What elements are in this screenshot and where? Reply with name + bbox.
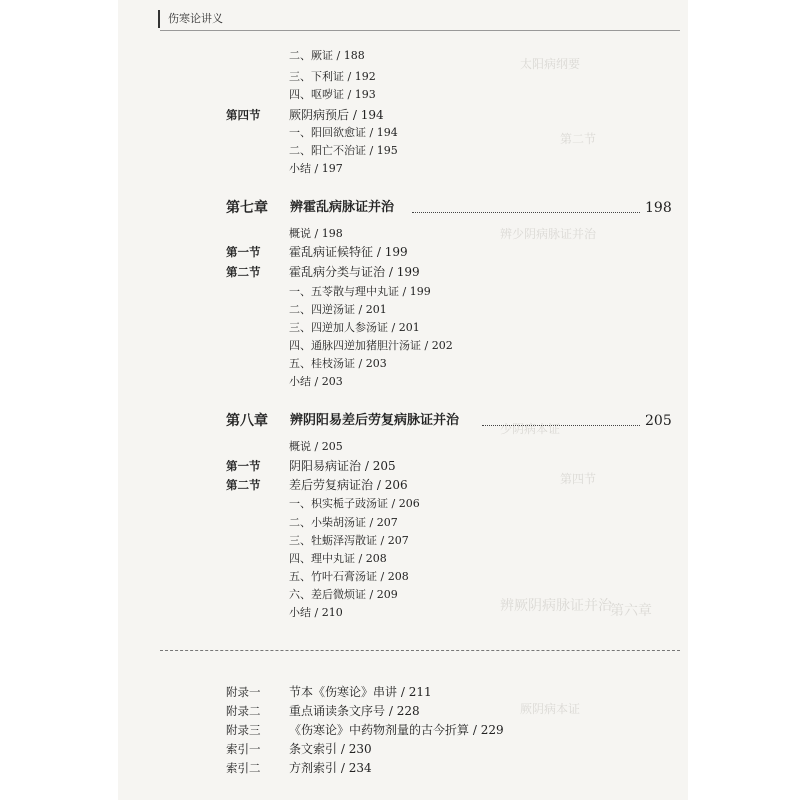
section-label: 第四节 xyxy=(226,108,261,122)
toc-entry: 一、枳实栀子豉汤证 / 206 xyxy=(289,497,420,510)
appendix-title: 《伤寒论》中药物剂量的古今折算 / 229 xyxy=(289,723,504,737)
toc-entry: 五、桂枝汤证 / 203 xyxy=(289,357,387,370)
toc-entry: 概说 / 198 xyxy=(289,227,343,240)
section-title: 差后劳复病证治 / 206 xyxy=(289,478,408,492)
toc-entry: 四、理中丸证 / 208 xyxy=(289,552,387,565)
toc-entry: 二、小柴胡汤证 / 207 xyxy=(289,516,398,529)
dot-leader xyxy=(482,425,640,426)
section-title: 阴阳易病证治 / 205 xyxy=(289,459,396,473)
dot-leader xyxy=(412,212,640,213)
toc-entry: 六、差后微烦证 / 209 xyxy=(289,588,398,601)
header-rule xyxy=(160,30,680,31)
chapter-label: 第七章 xyxy=(226,200,268,216)
toc-entry: 二、厥证 / 188 xyxy=(289,49,365,62)
section-label: 第二节 xyxy=(226,478,261,492)
section-title: 霍乱病证候特征 / 199 xyxy=(289,245,408,259)
toc-entry: 一、阳回欲愈证 / 194 xyxy=(289,126,398,139)
chapter-title: 辨霍乱病脉证并治 xyxy=(290,200,395,215)
section-label: 第一节 xyxy=(226,245,261,259)
toc-entry: 二、阳亡不治证 / 195 xyxy=(289,144,398,157)
toc-entry: 二、四逆汤证 / 201 xyxy=(289,303,387,316)
toc-entry: 小结 / 203 xyxy=(289,375,343,388)
toc-entry: 五、竹叶石膏汤证 / 208 xyxy=(289,570,409,583)
section-label: 第一节 xyxy=(226,459,261,473)
section-title: 厥阴病预后 / 194 xyxy=(289,108,384,122)
toc-entry: 三、牡蛎泽泻散证 / 207 xyxy=(289,534,409,547)
toc-entry: 三、下利证 / 192 xyxy=(289,70,376,83)
chapter-page: 198 xyxy=(645,200,672,216)
section-label: 第二节 xyxy=(226,265,261,279)
chapter-label: 第八章 xyxy=(226,413,268,429)
toc-entry: 概说 / 205 xyxy=(289,440,343,453)
running-head: 伤寒论讲义 xyxy=(158,10,223,28)
toc-entry: 四、通脉四逆加猪胆汁汤证 / 202 xyxy=(289,339,453,352)
dashed-separator xyxy=(160,650,680,651)
section-title: 霍乱病分类与证治 / 199 xyxy=(289,265,420,279)
appendix-title: 节本《伤寒论》串讲 / 211 xyxy=(289,685,432,699)
appendix-label: 附录二 xyxy=(226,704,261,718)
chapter-page: 205 xyxy=(645,413,672,429)
book-page xyxy=(118,0,688,800)
index-label: 索引一 xyxy=(226,742,261,756)
toc-entry: 小结 / 197 xyxy=(289,162,343,175)
page-margin xyxy=(688,0,800,800)
toc-entry: 小结 / 210 xyxy=(289,606,343,619)
appendix-label: 附录三 xyxy=(226,723,261,737)
index-title: 条文索引 / 230 xyxy=(289,742,372,756)
index-label: 索引二 xyxy=(226,761,261,775)
toc-entry: 四、呕哕证 / 193 xyxy=(289,88,376,101)
toc-entry: 一、五苓散与理中丸证 / 199 xyxy=(289,285,431,298)
appendix-title: 重点诵读条文序号 / 228 xyxy=(289,704,420,718)
appendix-label: 附录一 xyxy=(226,685,261,699)
toc-entry: 三、四逆加人参汤证 / 201 xyxy=(289,321,420,334)
chapter-title: 辨阴阳易差后劳复病脉证并治 xyxy=(290,413,460,428)
index-title: 方剂索引 / 234 xyxy=(289,761,372,775)
